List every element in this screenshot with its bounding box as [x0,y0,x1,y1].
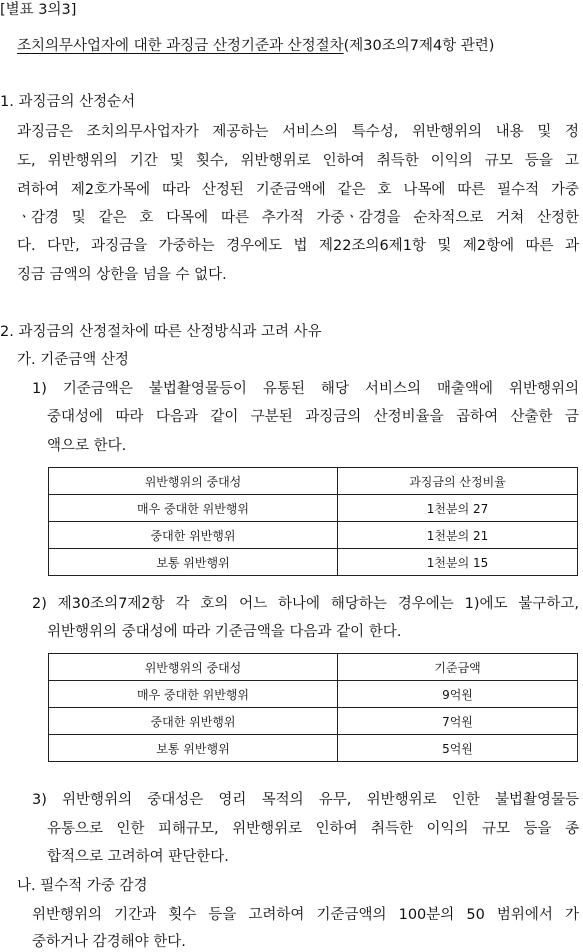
item3-line: 3) 위반행위의 중대성은 영리 목적의 유무, 위반행위로 인한 불법촬영물등 [32,792,579,808]
section1-line: 도, 위반행위의 기간 및 횟수, 위반행위로 인하여 취득한 이익의 규모 등을 고 [17,153,579,169]
table-cell: 7억원 [338,708,578,735]
section1-line: 과징금은 조치의무사업자가 제공하는 서비스의 특수성, 위반행위의 내용 및 정 [17,124,579,140]
table-cell: 매우 중대한 위반행위 [49,681,338,708]
base-amount-table [48,653,578,762]
table-cell: 중대한 위반행위 [49,522,338,549]
item1-line: 중대성에 따라 다음과 같이 구분된 과징금의 산정비율을 곱하여 산출한 금 [47,409,579,425]
table-header-cell: 기준금액 [338,654,578,681]
section1-line: ㆍ감경 및 같은 호 다목에 따른 추가적 가중ㆍ감경을 순차적으로 거쳐 산정한 [17,210,579,226]
table-cell: 9억원 [338,681,578,708]
section1-line: 징금 금액의 상한을 넘을 수 없다. [17,267,227,283]
document-title [17,36,494,56]
section1-line: 려하여 제2호가목에 따라 산정된 기준금액에 같은 호 나목에 따른 필수적 가중 [17,182,579,198]
table-cell: 1천분의 27 [338,495,578,522]
table-row [49,549,578,576]
table-header-cell: 위반행위의 중대성 [49,654,338,681]
table-cell: 1천분의 15 [338,549,578,576]
table-header-row [49,468,578,495]
table-row [49,522,578,549]
table-row [49,495,578,522]
table-cell: 보통 위반행위 [49,549,338,576]
item3-line: 유통으로 인한 피해규모, 위반행위로 인하여 취득한 이익의 규모 등을 종 [47,821,579,837]
table-header-cell: 과징금의 산정비율 [338,468,578,495]
subsection-b-line: 중하거나 감경해야 한다. [32,934,186,950]
title-underlined: 조치의무사업자에 대한 과징금 산정기준과 산정절차 [17,38,344,54]
table-row [49,708,578,735]
subsection-b-line: 위반행위의 기간과 횟수 등을 고려하여 기준금액의 100분의 50 범위에서 가 [32,907,579,923]
severity-rate-table [48,467,578,576]
annex-tag: [별표 3의3] [0,2,77,18]
section2-heading: 2. 과징금의 산정절차에 따른 산정방식과 고려 사유 [0,324,322,340]
title-suffix: (제30조의7제4항 관련) [343,38,495,54]
table-cell: 5억원 [338,735,578,762]
item2-line: 2) 제30조의7제2항 각 호의 어느 하나에 해당하는 경우에는 1)에도 불구하고, [32,596,579,612]
table-header-cell: 위반행위의 중대성 [49,468,338,495]
section1-heading: 1. 과징금의 산정순서 [0,94,136,110]
table-header-row [49,654,578,681]
table-cell: 중대한 위반행위 [49,708,338,735]
table-row [49,735,578,762]
table-cell: 매우 중대한 위반행위 [49,495,338,522]
table-row [49,681,578,708]
section1-line: 다. 다만, 과징금을 가중하는 경우에도 법 제22조의6제1항 및 제2항에 따른 과 [17,238,579,254]
item2-line: 위반행위의 중대성에 따라 기준금액을 다음과 같이 한다. [47,624,402,640]
item3-line: 합적으로 고려하여 판단한다. [47,849,229,865]
subsection-a-heading: 가. 기준금액 산정 [17,352,129,368]
subsection-b-heading: 나. 필수적 가중 감경 [17,878,148,894]
item1-line: 1) 기준금액은 불법촬영물등이 유통된 해당 서비스의 매출액에 위반행위의 [32,381,579,397]
table-cell: 1천분의 21 [338,522,578,549]
item1-line: 액으로 한다. [47,438,127,454]
table-cell: 보통 위반행위 [49,735,338,762]
